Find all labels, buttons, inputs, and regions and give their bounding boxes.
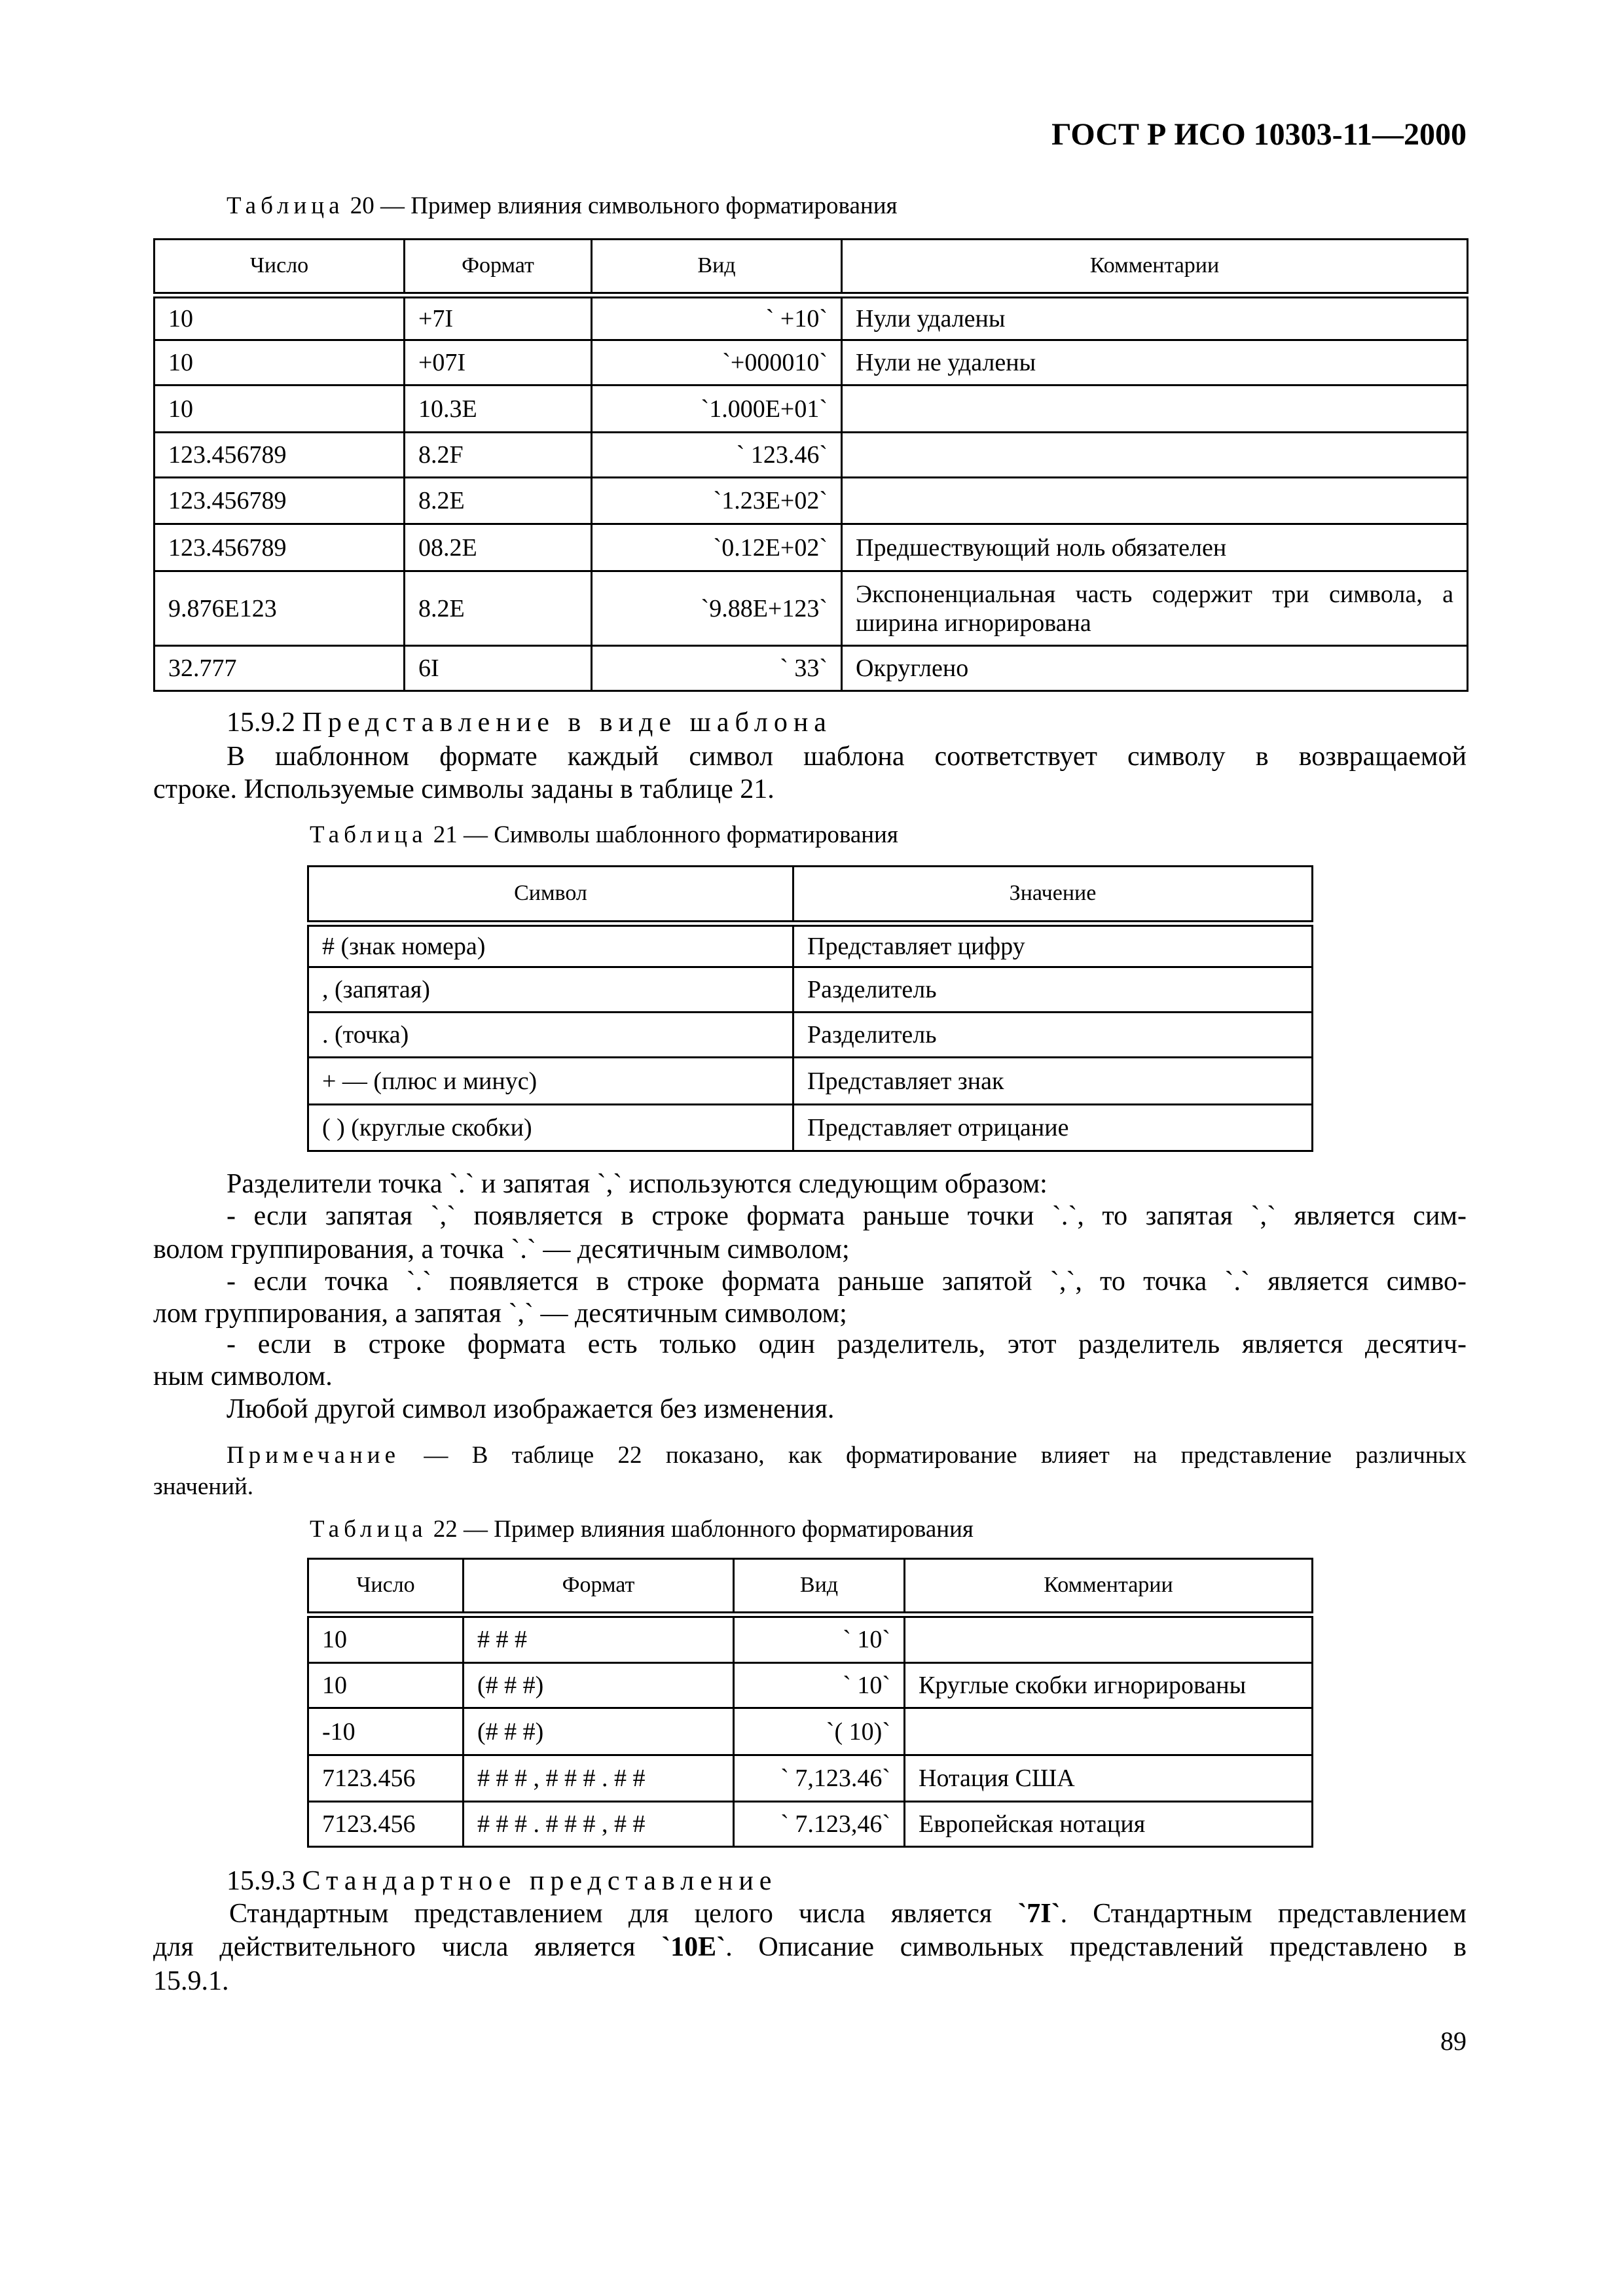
table-row xyxy=(155,433,1468,478)
paragraph-line xyxy=(229,1898,1467,1929)
table-cell: + — (плюс и минус) xyxy=(308,1058,793,1105)
table-cell: 9.876E123 xyxy=(155,571,405,646)
paragraph-line: 15.9.1. xyxy=(153,1966,229,1996)
table-cell xyxy=(842,433,1468,478)
table-cell: 123.456789 xyxy=(155,524,405,571)
table-cell: 8.2F xyxy=(405,433,592,478)
column-header: Комментарии xyxy=(905,1559,1313,1615)
text: для действительного числа является xyxy=(153,1932,662,1962)
paragraph-line: - если запятая `,` появляется в строке формата раньше точки `.`, то запятая `,` является сим- xyxy=(227,1201,1467,1231)
table-20 xyxy=(153,238,1468,692)
section-15-9-2-heading xyxy=(227,707,832,738)
table-cell: Предшествующий ноль обязателен xyxy=(842,524,1468,571)
table-cell: 123.456789 xyxy=(155,478,405,524)
column-header: Число xyxy=(308,1559,464,1615)
table-cell: Экспоненциальная часть содержит три символа, а ширина игнорирована xyxy=(842,571,1468,646)
table-22 xyxy=(307,1558,1313,1848)
table-21 xyxy=(307,865,1313,1152)
table-cell: +07I xyxy=(405,340,592,386)
table-cell: (# # #) xyxy=(464,1663,734,1708)
table-cell: # (знак номера) xyxy=(308,924,793,967)
table21-caption xyxy=(310,821,898,849)
paragraph-line: ным символом. xyxy=(153,1361,333,1391)
caption-text: 22 — Пример влияния шаблонного форматирования xyxy=(427,1516,974,1543)
paragraph-line: - если в строке формата есть только один разделитель, этот разделитель является десятич- xyxy=(227,1329,1467,1359)
table-cell: ( ) (круглые скобки) xyxy=(308,1105,793,1151)
table-cell: ` +10` xyxy=(592,295,842,340)
text: . Описание символьных представлений представлено в xyxy=(725,1932,1467,1962)
note-text: — В таблице 22 показано, как форматирование влияет на представление различных xyxy=(400,1442,1467,1469)
table-cell: Представляет знак xyxy=(793,1058,1313,1105)
table-row xyxy=(308,1615,1313,1663)
table-cell: `1.000E+01` xyxy=(592,386,842,433)
table-cell: 08.2E xyxy=(405,524,592,571)
paragraph-line xyxy=(153,1931,1467,1963)
table-row xyxy=(155,478,1468,524)
table-row xyxy=(155,571,1468,646)
table-cell: 10 xyxy=(155,386,405,433)
table-row xyxy=(308,1708,1313,1755)
table-cell: Представляет цифру xyxy=(793,924,1313,967)
table-cell: Европейская нотация xyxy=(905,1802,1313,1847)
table-cell: Разделитель xyxy=(793,967,1313,1013)
table-row xyxy=(308,1013,1313,1058)
column-header: Вид xyxy=(592,240,842,295)
table-cell: ` 7.123,46` xyxy=(734,1802,905,1847)
paragraph-line: строке. Используемые символы заданы в таблице 21. xyxy=(153,774,775,804)
table-cell: # # # xyxy=(464,1615,734,1663)
section-title: Стандартное представление xyxy=(302,1866,778,1896)
caption-label: Таблица xyxy=(227,192,344,219)
header-row xyxy=(308,1559,1313,1615)
table-cell: # # # . # # # , # # xyxy=(464,1802,734,1847)
table-cell: 10 xyxy=(155,340,405,386)
table-row xyxy=(155,340,1468,386)
caption-label: Таблица xyxy=(310,1516,428,1543)
column-header: Комментарии xyxy=(842,240,1468,295)
table-cell xyxy=(905,1708,1313,1755)
table-row xyxy=(155,386,1468,433)
section-number: 15.9.2 xyxy=(227,708,302,738)
table-cell: 10 xyxy=(155,295,405,340)
column-header: Формат xyxy=(464,1559,734,1615)
table-row xyxy=(155,646,1468,691)
table-cell: `+000010` xyxy=(592,340,842,386)
caption-label: Таблица xyxy=(310,821,428,848)
table-cell: 7123.456 xyxy=(308,1802,464,1847)
table-cell: Разделитель xyxy=(793,1013,1313,1058)
section-number: 15.9.3 xyxy=(227,1866,302,1896)
table-row xyxy=(308,1755,1313,1802)
table-cell: ` 123.46` xyxy=(592,433,842,478)
table20-caption xyxy=(227,192,898,220)
column-header: Вид xyxy=(734,1559,905,1615)
table-cell: +7I xyxy=(405,295,592,340)
header-row xyxy=(308,867,1313,924)
table-cell xyxy=(842,478,1468,524)
column-header: Формат xyxy=(405,240,592,295)
table-cell: ` 10` xyxy=(734,1663,905,1708)
caption-text: 20 — Пример влияния символьного форматирования xyxy=(344,192,898,219)
page-number: 89 xyxy=(1440,2026,1467,2056)
table-row xyxy=(308,1663,1313,1708)
table-cell: (# # #) xyxy=(464,1708,734,1755)
table-cell: Округлено xyxy=(842,646,1468,691)
table-cell: 10 xyxy=(308,1615,464,1663)
table-cell: Нули удалены xyxy=(842,295,1468,340)
note-line: значений. xyxy=(153,1473,254,1500)
paragraph-line: волом группирования, а точка `.` — десятичным символом; xyxy=(153,1234,850,1265)
table-row xyxy=(308,1058,1313,1105)
table22-caption xyxy=(310,1515,974,1543)
paragraph-line: лом группирования, а запятая `,` — десятичным символом; xyxy=(153,1299,847,1329)
text: . Стандартным представлением xyxy=(1060,1899,1467,1929)
note-line xyxy=(227,1441,1467,1469)
code-7i: `7I` xyxy=(1017,1899,1061,1929)
paragraph-line: Разделители точка `.` и запятая `,` используются следующим образом: xyxy=(227,1169,1048,1199)
section-title: Представление в виде шаблона xyxy=(302,708,832,738)
document-id-header: ГОСТ Р ИСО 10303-11—2000 xyxy=(1051,117,1467,152)
code-10e: `10E` xyxy=(661,1932,726,1962)
caption-text: 21 — Символы шаблонного форматирования xyxy=(427,821,898,848)
table-cell: . (точка) xyxy=(308,1013,793,1058)
table-cell: Представляет отрицание xyxy=(793,1105,1313,1151)
section-15-9-3-heading xyxy=(227,1865,777,1897)
table-cell: 10.3E xyxy=(405,386,592,433)
table-row xyxy=(308,967,1313,1013)
table-cell: `( 10)` xyxy=(734,1708,905,1755)
column-header: Число xyxy=(155,240,405,295)
table-cell: ` 33` xyxy=(592,646,842,691)
header-row xyxy=(155,240,1468,295)
table-row xyxy=(308,1802,1313,1847)
table-cell: Круглые скобки игнорированы xyxy=(905,1663,1313,1708)
table-cell: ` 10` xyxy=(734,1615,905,1663)
table-cell xyxy=(842,386,1468,433)
table-row xyxy=(308,924,1313,967)
paragraph-line: - если точка `.` появляется в строке формата раньше запятой `,`, то точка `.` является симво- xyxy=(227,1266,1467,1297)
table-cell: 10 xyxy=(308,1663,464,1708)
table-cell: -10 xyxy=(308,1708,464,1755)
table-cell: `0.12E+02` xyxy=(592,524,842,571)
table-row xyxy=(308,1105,1313,1151)
table-cell: 32.777 xyxy=(155,646,405,691)
table-row xyxy=(155,524,1468,571)
table-cell: Нули не удалены xyxy=(842,340,1468,386)
table-cell: ` 7,123.46` xyxy=(734,1755,905,1802)
table-cell: `1.23E+02` xyxy=(592,478,842,524)
table-cell xyxy=(905,1615,1313,1663)
table-cell: # # # , # # # . # # xyxy=(464,1755,734,1802)
table-cell: 8.2E xyxy=(405,571,592,646)
text: Стандартным представлением для целого числа является xyxy=(229,1899,1018,1929)
paragraph-line: Любой другой символ изображается без изменения. xyxy=(227,1394,835,1424)
column-header: Символ xyxy=(308,867,793,924)
table-row xyxy=(155,295,1468,340)
table-cell: 7123.456 xyxy=(308,1755,464,1802)
column-header: Значение xyxy=(793,867,1313,924)
table-cell: Нотация США xyxy=(905,1755,1313,1802)
table-cell: , (запятая) xyxy=(308,967,793,1013)
table-cell: 6I xyxy=(405,646,592,691)
paragraph-line: В шаблонном формате каждый символ шаблона соответствует символу в возвращаемой xyxy=(227,742,1467,772)
table-cell: `9.88E+123` xyxy=(592,571,842,646)
table-cell: 123.456789 xyxy=(155,433,405,478)
note-label: Примечание xyxy=(227,1442,400,1469)
table-cell: 8.2E xyxy=(405,478,592,524)
